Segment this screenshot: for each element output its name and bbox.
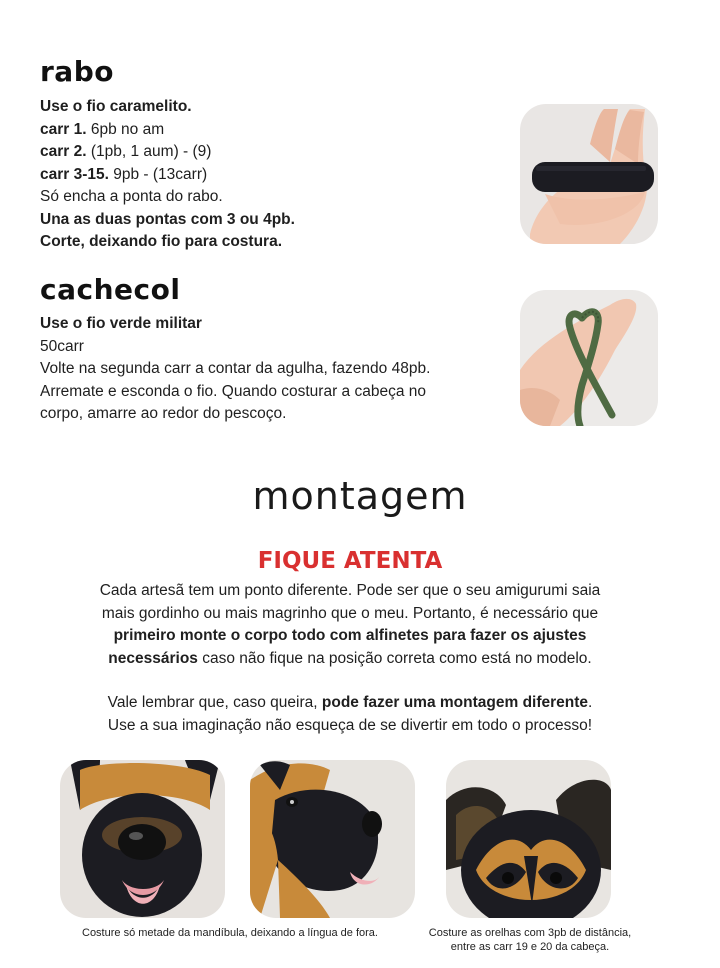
cachecol-line: corpo, amarre ao redor do pescoço. [40,405,287,422]
cachecol-line: Use o fio verde militar [40,315,202,332]
cachecol-line: Volte na segunda carr a contar da agulha, fazendo 48pb. [40,360,431,377]
rabo-line: carr 3-15. 9pb - (13carr) [40,165,208,183]
rabo-instructions [40,96,295,254]
cachecol-line: 50carr [40,337,84,355]
reminder-paragraph: Vale lembrar que, caso queira, pode fazer uma montagem diferente. Use a sua imaginação não esqueça de se divertir em todo o processo! [107,694,593,734]
ears-head-photo [446,760,611,918]
fique-atenta-heading: FIQUE ATENTA [257,548,443,574]
cachecol-instructions [40,313,430,426]
scarf-photo [520,290,658,426]
rabo-line: Corte, deixando fio para costura. [40,233,283,250]
tail-photo [520,104,658,244]
section-rabo [40,55,295,254]
caption-ears: Costure as orelhas com 3pb de distância, entre as carr 19 e 20 da cabeça. [428,927,632,953]
warning-paragraph: Cada artesã tem um ponto diferente. Pode ser que o seu amigurumi saia mais gordinho ou mais magrinho que o meu. Portanto, é necessário que primeiro monte o corpo todo com alfinetes para fazer os ajustes necessários caso não fique na posição correta como está no modelo. [99,582,601,667]
cachecol-line: Arremate e esconda o fio. Quando costurar a cabeça no [40,382,427,400]
rabo-line: Use o fio caramelito. [40,98,192,115]
montagem-title: montagem [252,474,468,518]
section-cachecol [40,273,431,426]
muzzle-front-photo [60,760,225,918]
rabo-line: Só encha a ponta do rabo. [40,188,223,205]
rabo-line: carr 2. (1pb, 1 aum) - (9) [40,143,212,160]
section-title-cachecol: cachecol [40,273,181,306]
rabo-line: Una as duas pontas com 3 ou 4pb. [40,210,295,228]
section-title-rabo: rabo [40,55,114,88]
rabo-line: carr 1. 6pb no am [40,120,165,138]
caption-muzzle: Costure só metade da mandíbula, deixando a língua de fora. [82,927,378,939]
muzzle-side-photo [250,760,415,918]
